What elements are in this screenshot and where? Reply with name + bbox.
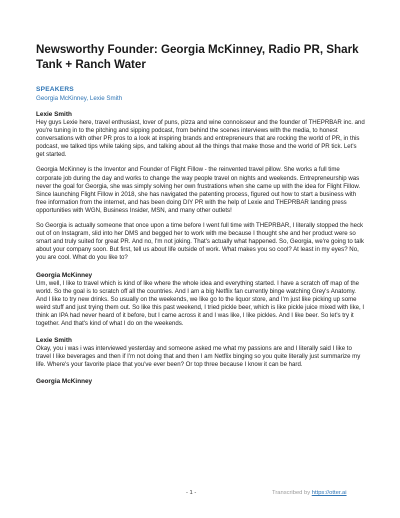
page-content [36, 42, 366, 386]
transcript-paragraph: Okay, you i was i was interviewed yesterday and someone asked me what my passions are and I literally said I like to travel I like beverages and then if I'm not doing that and then I am Netflix binging so you quite literally just summarize my life. Where's your favorite place that you've ever been? Or top three because I know it can be hard. [36, 345, 361, 369]
otter-link[interactable]: https://otter.ai [311, 490, 347, 496]
transcript-block [36, 377, 366, 386]
transcription-credit [272, 490, 347, 496]
transcript-paragraph: Um, well, I like to travel which is kind of like where the whole idea and everything started. I have a scratch off map of the world. So the goal is to scratch off all the countries. And I am a big Netflix fan currently binge watching Grey's Anatomy. And I like to try new drinks. So usually on the weekends, we like go to the liquor store, and I'm just like picking up some weird stuff and just trying them out. So like this past weekend, I tried pickle beer, which is like pickle juice mixed with like, I think an IPA had never heard of it before, but I came across it and I was like, I like pickles. And I like beer. So let's try it together. And that's kind of what I do on the weekends. [36, 279, 365, 327]
speaker-name: Georgia McKinney [36, 271, 93, 279]
speaker-name: Lexie Smith [36, 111, 72, 118]
transcript-block [36, 110, 366, 263]
transcript-paragraph: Hey guys Lexie here, travel enthusiast, lover of puns, pizza and wine connoisseur and the founder of THEPRBAR inc. and you're tuning in to the pitching and sipping podcast, from behind the scenes interviews with the media, to honest conversations with other PR pros to a look at inspiring brands and entrepreneurs that are rocking the world of PR, in this podcast, we talked tips while taking sips, and talking about all the things that make those and the world of PR tick. Let's get started. [36, 119, 365, 159]
transcript-block [36, 271, 366, 329]
transcript-paragraph: Georgia McKinney is the Inventor and Founder of Flight Fillow - the reinvented travel pillow. She works a full time corporate job during the day and works to change the way people travel on nights and weekends. Entrepreneurship was never the goal for Georgia, she was simply solving her own frustrations when she came up with the idea for Flight Fillow. Since launching Flight Fillow in 2018, she has navigated the patenting process, figured out how to start a business with free information from the internet, and has been doing DIY PR with the help of Lexie and THEPRBAR landing press opportunities with WGN, Business Insider, MSN, and many other outlets! [36, 166, 361, 214]
transcript-block [36, 336, 366, 369]
page-number: - 1 - [186, 490, 197, 496]
page-footer [0, 490, 400, 504]
speaker-name: Lexie Smith [36, 337, 72, 345]
speaker-name: Georgia McKinney [36, 378, 93, 386]
transcript-paragraph: So Georgia is actually someone that once upon a time before I went full time with THEPRBAR, I literally stopped the heck out of on Instagram, slid into her DMS and begged her to work with me because I thought she and her product were so smart and truly suited for great PR. And no, I'm not joking. That's actually what happened. So, Georgia, we're going to talk about your company soon. But first, tell us about life outside of work. What makes you so cool? At least in my eyes? No, you are cool. What do you like to? [36, 222, 364, 262]
speakers-list: Georgia McKinney, Lexie Smith [36, 95, 123, 102]
speakers-heading: SPEAKERS [36, 86, 74, 93]
page-title: Newsworthy Founder: Georgia McKinney, Radio PR, Shark Tank + Ranch Water [36, 43, 359, 71]
credit-text: Transcribed by [272, 490, 312, 496]
